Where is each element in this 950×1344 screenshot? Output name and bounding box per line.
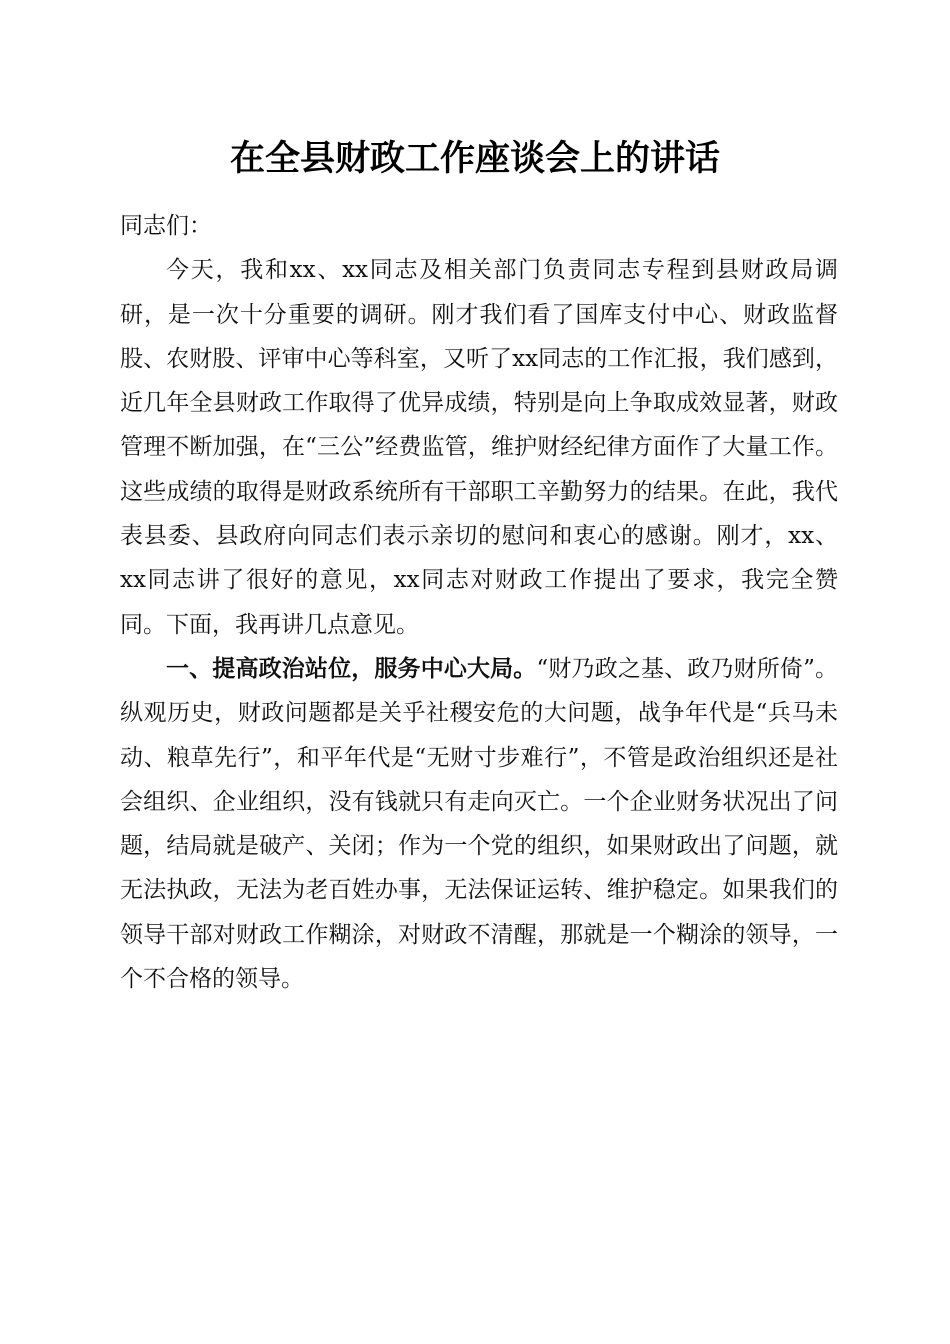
section-1-paragraph <box>120 647 838 1001</box>
section-1-text: “财乃政之基、政乃财所倚”。纵观历史，财政问题都是关乎社稷安危的大问题，战争年代是“兵马未动、粮草先行”，和平年代是“无财寸步难行”，不管是政治组织还是社会组织、企业组织，没有钱就只有走向灭亡。一个企业财务状况出了问题，结局就是破产、关闭；作为一个党的组织，如果财政出了问题，就无法执政，无法为老百姓办事，无法保证运转、维护稳定。如果我们的领导干部对财政工作糊涂，对财政不清醒，那就是一个糊涂的领导，一个不合格的领导。 <box>120 655 838 993</box>
document-title: 在全县财政工作座谈会上的讲话 <box>229 138 720 179</box>
section-1-heading: 一、提高政治站位，服务中心大局。 <box>166 655 537 682</box>
opening-paragraph: 今天，我和xx、xx同志及相关部门负责同志专程到县财政局调研，是一次十分重要的调研。刚才我们看了国库支付中心、财政监督股、农财股、评审中心等科室，又听了xx同志的工作汇报，我们感到，近几年全县财政工作取得了优异成绩，特别是向上争取成效显著，财政管理不断加强，在“三公”经费监管，维护财经纪律方面作了大量工作。这些成绩的取得是财政系统所有干部职工辛勤努力的结果。在此，我代表县委、县政府向同志们表示亲切的慰问和衷心的感谢。刚才，xx、xx同志讲了很好的意见，xx同志对财政工作提出了要求，我完全赞同。下面，我再讲几点意见。 <box>120 257 838 638</box>
document-body <box>120 204 838 1001</box>
salutation: 同志们： <box>120 213 212 239</box>
